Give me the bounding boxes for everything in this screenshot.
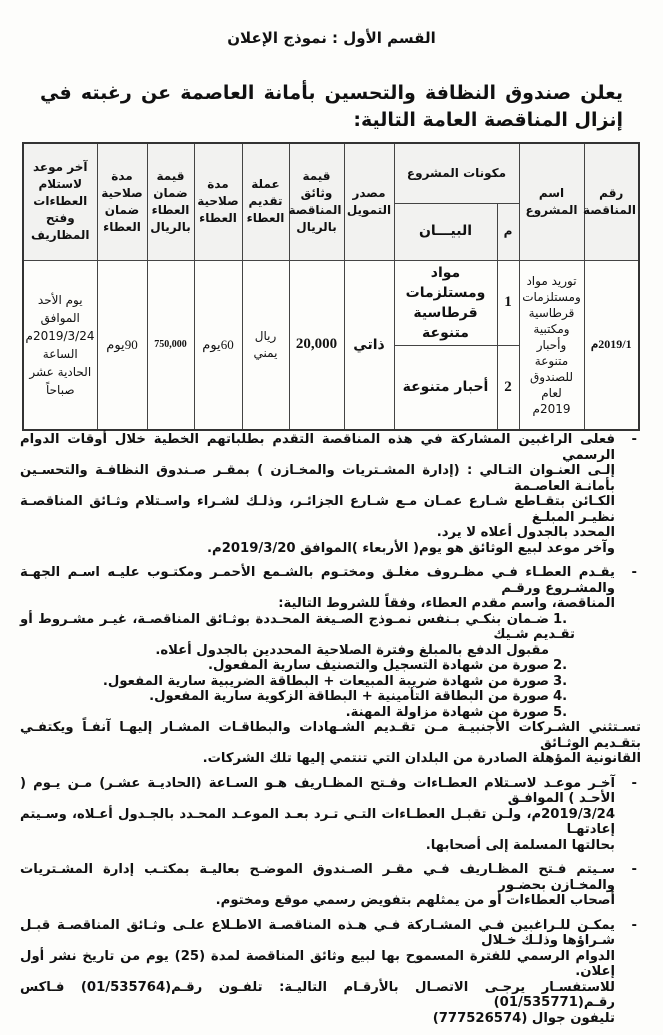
cell-bid-validity: 60يوم [194, 260, 242, 430]
bullet-dash: - [631, 432, 637, 447]
paragraph-inquiries [20, 918, 641, 1027]
cell-item-no: 1 [497, 260, 519, 345]
condition-item [20, 705, 575, 721]
condition-item [20, 612, 575, 659]
paragraph-opening-deadline [20, 776, 641, 854]
cell-deadline: يوم الأحد الموافق 2019/3/24م الساعة الحادية عشر صباحاً [23, 260, 97, 430]
text-line: 2019/3/24م، ولـن تقبـل العطـاءات التـي تـرد بعـد الموعـد المحـدد بالجـدول أعـلاه، وسـيتم إعادتهـا [20, 806, 615, 837]
header-project-name: اسم المشروع [519, 143, 584, 260]
condition-number: 4. [553, 689, 568, 704]
announcement-body [20, 432, 641, 1035]
cell-tender-number: 2019/1م [584, 260, 639, 430]
mobile-number: تليفون جوال (777526574) [432, 1010, 615, 1026]
docs-sale-deadline: وآخر موعد لبيع الوثائق هو يوم( الأربعاء )الموافق 2019/3/20م. [207, 540, 615, 556]
bullet-dash: - [631, 862, 637, 877]
cell-docs-value: 20,000 [289, 260, 344, 430]
header-item-no: م [497, 203, 519, 260]
paragraph-bid-conditions [20, 565, 641, 767]
tender-table [22, 142, 640, 431]
header-funding-source: مصدر التمويل [344, 143, 394, 260]
condition-text: صورة من شهادة التسجيل والتصنيف سارية المفعول. [207, 658, 549, 673]
cell-project-name: توريد مواد ومستلزمات قرطاسية ومكتبية وأحبار متنوعة للصندوق لعام 2019م [519, 260, 584, 430]
header-bid-validity: مدة صلاحية العطاء [194, 143, 242, 260]
condition-item [20, 674, 575, 690]
table-row [23, 260, 639, 345]
text-line: يمكـن للـراغبين فـي المشـاركة فـي هـذه المناقصـة الاطـلاع علـى وثـائق المناقصـة قبـل شـراؤها وذلـك خـلال [20, 917, 615, 948]
header-docs-value: قيمة وثائق المناقصة بالريال [289, 143, 344, 260]
condition-text: صورة من شهادة ضريبة المبيعات + البطاقة الضريبية سارية المفعول. [102, 673, 549, 689]
text-line: بحالتها المسلمة إلى أصحابها. [425, 837, 615, 853]
section-title: القسم الأول : نموذج الإعلان [227, 29, 436, 47]
text-line: سـيتم فـتح المظـاريف فـي مقـر الصـندوق الموضـح بعاليـة بمكتـب إدارة المشـتريات والمخـازن بحضـور [20, 862, 615, 893]
header-components: مكونات المشروع [394, 143, 519, 203]
condition-text: صورة من شهادة مزاولة المهنة. [345, 704, 549, 720]
text-line: الدوام الرسمي للفترة المسموح بها لبيع وثائق المناقصة لمدة (25) يوم من تاريخ نشر أول إعلان. [20, 948, 615, 979]
condition-item [20, 689, 575, 705]
bullet-dash: - [631, 917, 637, 933]
condition-number: 1. [553, 611, 568, 627]
cell-guarantee-value: 750,000 [147, 260, 194, 430]
cell-currency: ريال يمني [242, 260, 289, 430]
foreign-companies-exception: القانونية المؤهلة الصادرة من البلدان التي تنتمي إليها تلك الشركات. [202, 751, 641, 766]
header-deadline: آخر موعد لاستلام العطاءات وفتح المظاريف [23, 143, 97, 260]
text-line: إلـى العنـوان التـالي : (إدارة المشـتريات والمخـازن ) بمقـر صـندوق النظافـة والتحسـين بأمانـة العاصـمة [20, 463, 615, 494]
condition-number: 2. [553, 658, 568, 673]
condition-text: ضـمان بنكـي بـنفس نمـوذج الصـيغة المحـددة بوثـائق المناقصـة، غيـر مشـروط أو تقـديم شـيك [20, 611, 575, 642]
header-guarantee-validity: مدة صلاحية ضمان العطاء [97, 143, 147, 260]
cell-description: أحبار متنوعة [394, 345, 497, 430]
header-currency: عملة تقديم العطاء [242, 143, 289, 260]
cell-item-no: 2 [497, 345, 519, 430]
conditions-list [20, 612, 615, 721]
cell-funding-source: ذاتي [344, 260, 394, 430]
condition-text: صورة من البطاقة التأمينية + البطاقة الزكوية سارية المفعول. [149, 689, 549, 704]
bullet-dash: - [631, 565, 637, 580]
text-line: فعلى الراغبين المشاركة في هذه المناقصة التقدم بطلباتهم الخطية خلال أوقات الدوام الرسمي [20, 432, 615, 463]
contact-numbers: للاستفسـار يرجـى الاتصـال بالأرقـام التاليـة: تلفـون رقـم(01/535764) فـاكس رقـم(01/535771) [20, 979, 615, 1010]
condition-text: مقبول الدفع بالمبلغ وفترة الصلاحية المحددين بالجدول أعلاه. [155, 642, 549, 658]
header-description: البيـــان [394, 203, 497, 260]
bullet-dash: - [631, 775, 637, 791]
condition-number: 5. [553, 704, 568, 720]
text-line: أصحاب العطاءات أو من يمثلهم بتفويض رسمي موقع ومختوم. [215, 893, 615, 908]
text-line: آخـر موعـد لاسـتلام العطـاءات وفـتح المظـاريف هـو السـاعة (الحاديـة عشـر) مـن يـوم ( الأحـد ) الموافـق [20, 775, 615, 806]
condition-number: 3. [553, 673, 568, 689]
paragraph-opening-location [20, 862, 641, 909]
text-line: المحدد بالجدول أعلاه لا يرد. [436, 525, 615, 540]
text-line: يقـدم العطـاء فـي مظـروف مغلـق ومختـوم بالشـمع الأحمـر ومكتـوب عليـه اسـم الجهـة والمشـروع ورقـم [20, 565, 615, 596]
foreign-companies-exception: تسـتثني الشـركات الأجنبيـة مـن تقـديم الشـهادات والبطاقـات المشـار إليهـا آنفـاً ويكتفـي بتقـديم الوثـائق [20, 720, 641, 751]
text-line: الكـائن بتقـاطع شـارع عمـان مـع شـارع الجزائـر، وذلـك لشـراء واسـتلام وثـائق المناقصـة نظيـر المبلـغ [20, 494, 615, 525]
paragraph-submission-request [20, 432, 641, 556]
text-line: المناقصة، واسم مقدم العطاء، وفقاً للشروط التالية: [278, 596, 615, 611]
condition-item [20, 658, 575, 674]
cell-guarantee-validity: 90يوم [97, 260, 147, 430]
cell-description: مواد ومستلزمات قرطاسية متنوعة [394, 260, 497, 345]
header-guarantee-value: قيمة ضمان العطاء بالريال [147, 143, 194, 260]
header-tender-number: رقم المناقصة [584, 143, 639, 260]
announcement-heading: يعلن صندوق النظافة والتحسين بأمانة العاصمة عن رغبته في إنزال المناقصة العامة التالية: [40, 82, 623, 131]
